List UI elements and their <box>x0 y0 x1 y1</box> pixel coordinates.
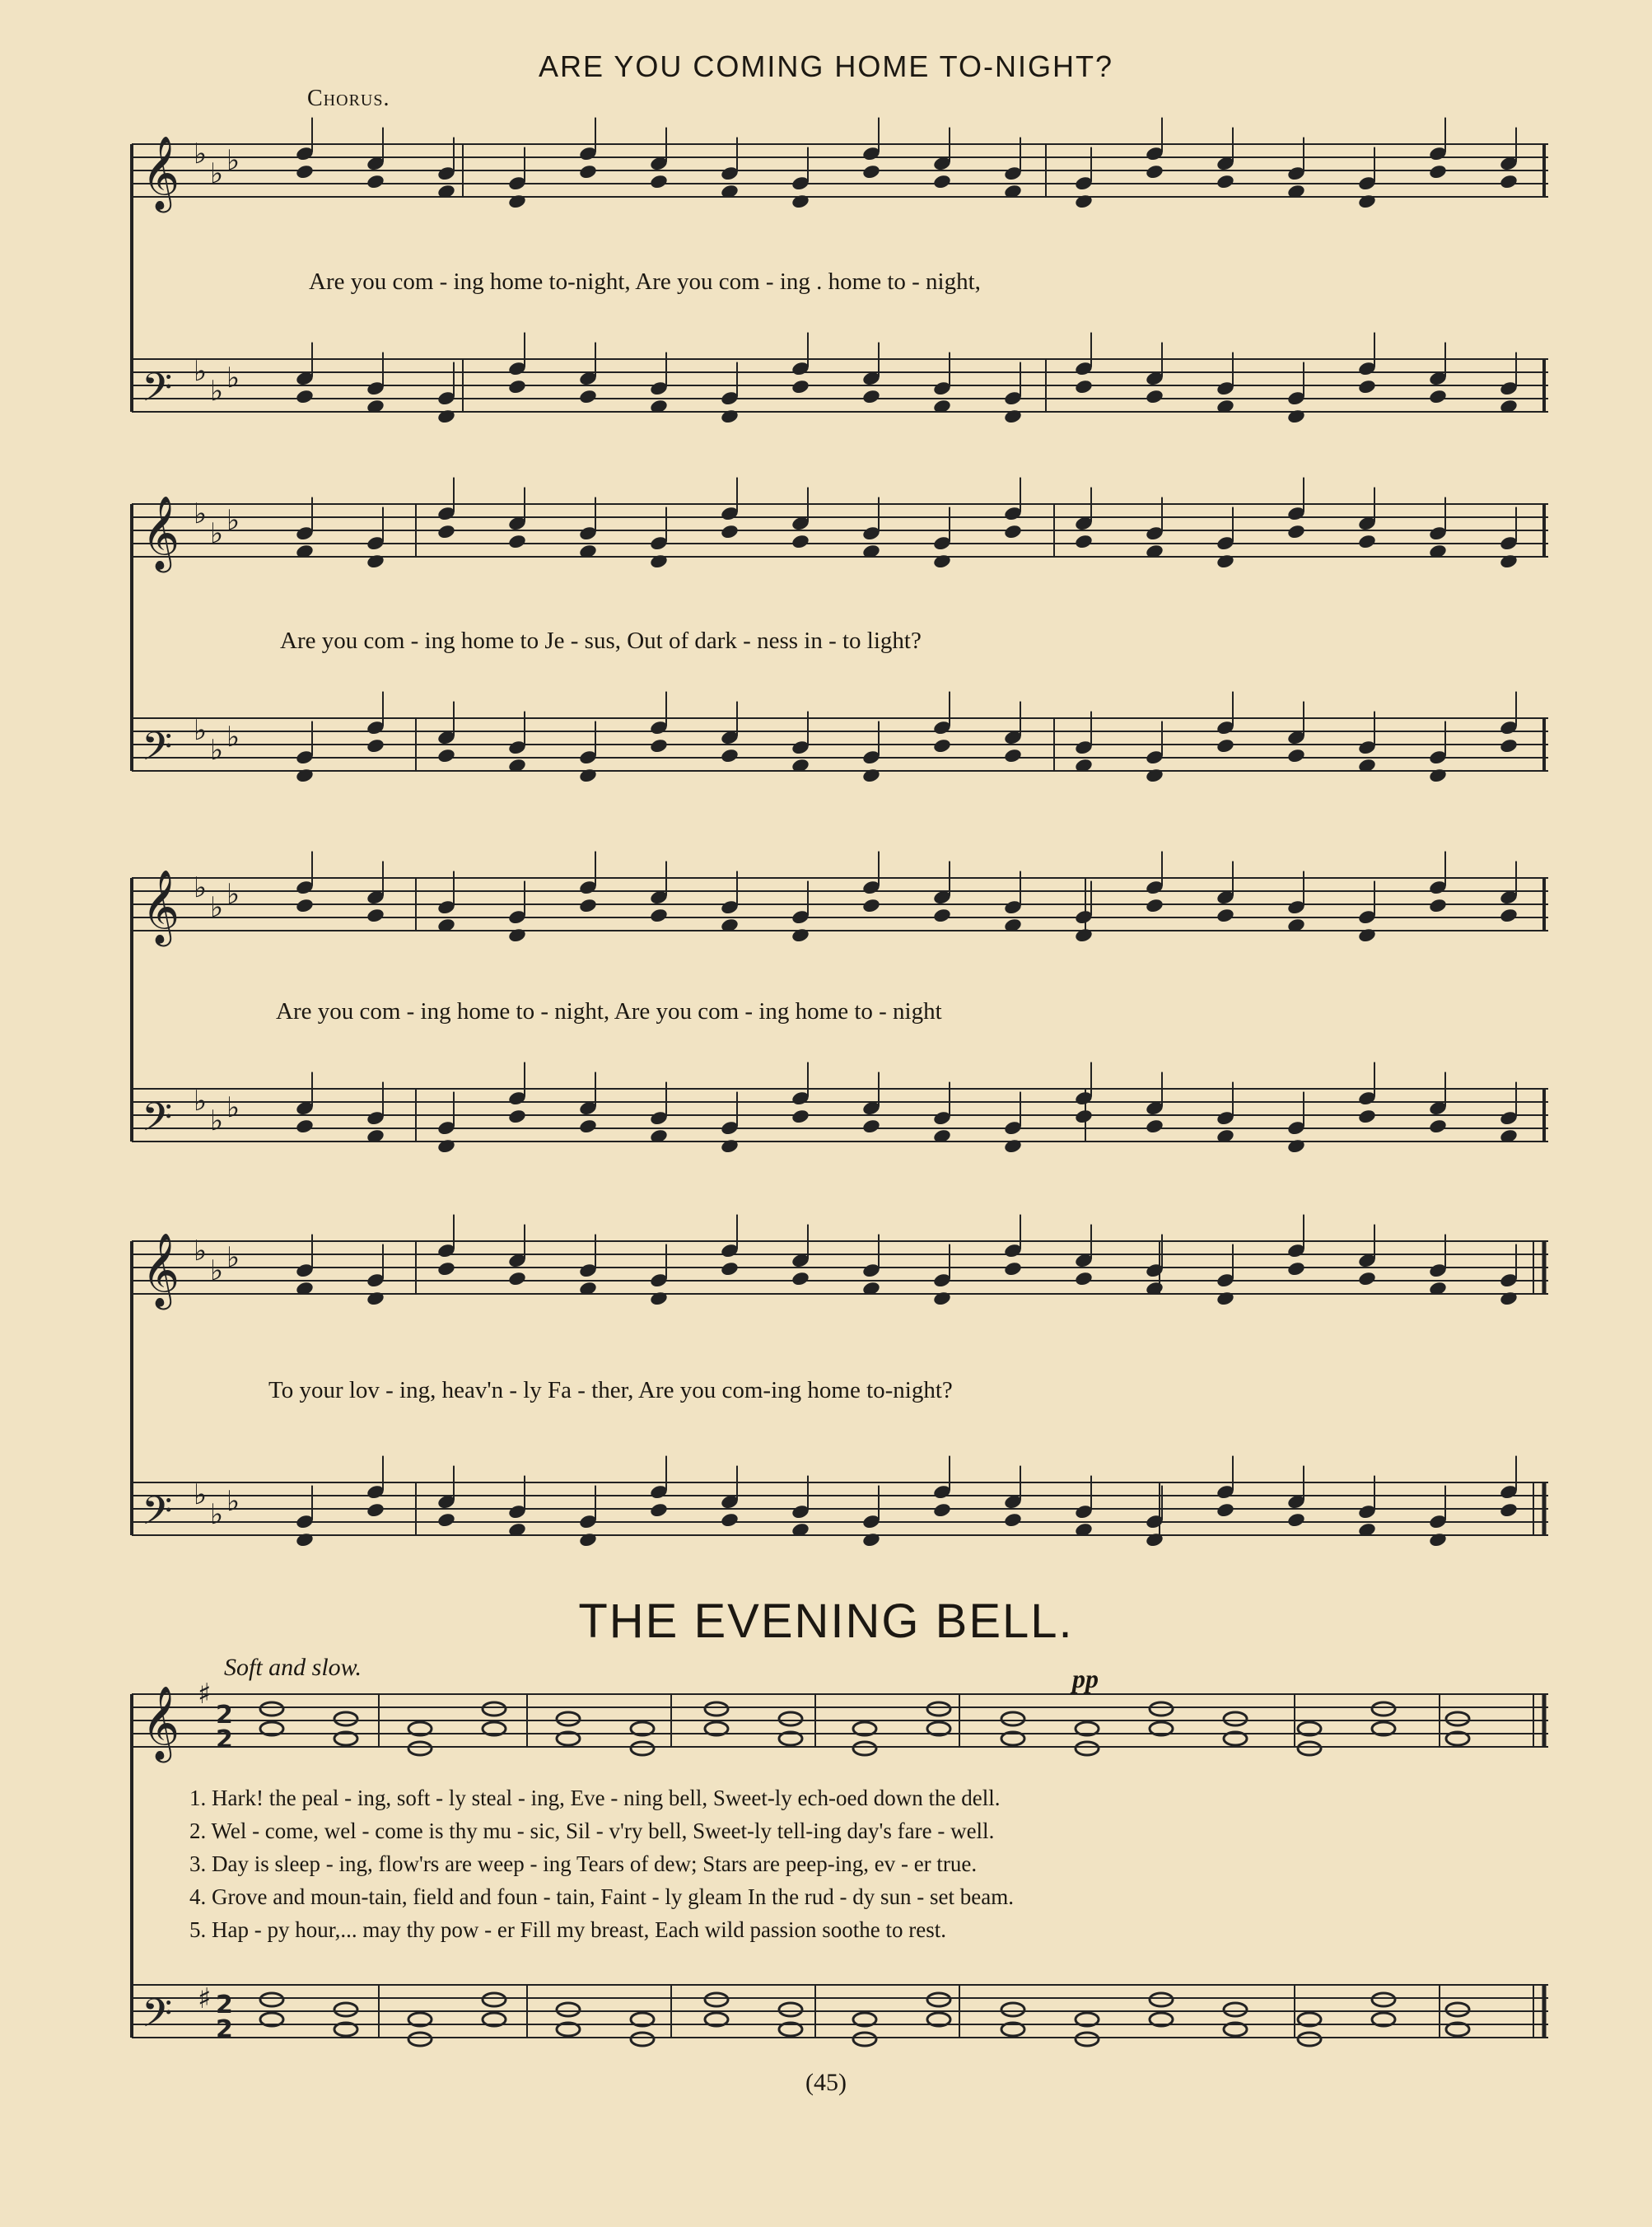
tempo-marking: Soft and slow. <box>224 1654 362 1681</box>
verse-1: 1. Hark! the peal - ing, soft - ly steal - ing, Eve - ning bell, Sweet-ly ech-oed down the dell. <box>189 1786 1001 1810</box>
lyric-line-3: Are you com - ing home to - night, Are you com - ing home to - night <box>276 998 942 1025</box>
svg-text:𝄢: 𝄢 <box>142 1990 173 2046</box>
svg-text:♭: ♭ <box>210 517 224 550</box>
verse-4: 4. Grove and moun-tain, field and foun - tain, Faint - ly gleam In the rud - dy sun - set beam. <box>189 1884 1015 1909</box>
svg-text:♭: ♭ <box>210 375 224 408</box>
svg-text:𝄢: 𝄢 <box>142 1094 173 1150</box>
svg-text:♭: ♭ <box>194 1478 208 1511</box>
svg-text:2: 2 <box>216 1725 233 1754</box>
verse-3: 3. Day is sleep - ing, flow'rs are weep - ing Tears of dew; Stars are peep-ing, ev - er true. <box>189 1851 978 1876</box>
svg-text:♭: ♭ <box>194 714 208 747</box>
svg-text:♭: ♭ <box>194 1235 208 1268</box>
svg-text:𝄞: 𝄞 <box>142 136 180 210</box>
svg-text:2: 2 <box>216 2015 233 2044</box>
svg-text:♭: ♭ <box>226 1091 240 1124</box>
svg-text:𝄞: 𝄞 <box>142 496 180 570</box>
svg-text:♭: ♭ <box>194 871 208 904</box>
page-number: (45) <box>805 2069 847 2096</box>
svg-text:2: 2 <box>216 1701 233 1730</box>
svg-text:♭: ♭ <box>226 144 240 177</box>
svg-text:𝄢: 𝄢 <box>142 364 173 420</box>
song-title-are-you-coming-home: ARE YOU COMING HOME TO-NIGHT? <box>538 49 1114 83</box>
svg-text:♭: ♭ <box>194 1085 208 1118</box>
lyric-line-2: Are you com - ing home to Je - sus, Out of dark - ness in - to light? <box>280 628 922 654</box>
svg-text:♭: ♭ <box>226 878 240 911</box>
lyric-line-1: Are you com - ing home to-night, Are you com - ing . home to - night, <box>309 268 981 295</box>
svg-text:♭: ♭ <box>210 891 224 924</box>
svg-text:♭: ♭ <box>226 362 240 395</box>
dynamic-marking: pp <box>1072 1664 1099 1693</box>
song-title-evening-bell: THE EVENING BELL. <box>578 1594 1074 1648</box>
svg-text:♭: ♭ <box>226 504 240 537</box>
svg-text:♭: ♭ <box>226 721 240 754</box>
svg-text:𝄞: 𝄞 <box>142 1233 180 1307</box>
svg-text:2: 2 <box>216 1991 233 2019</box>
verse-5: 5. Hap - py hour,... may thy pow - er Fill my breast, Each wild passion soothe to rest. <box>189 1917 947 1942</box>
svg-text:♭: ♭ <box>226 1485 240 1518</box>
svg-text:𝄢: 𝄢 <box>142 723 173 779</box>
lyric-line-4: To your lov - ing, heav'n - ly Fa - ther, Are you com-ing home to-night? <box>268 1377 953 1403</box>
svg-text:𝄢: 𝄢 <box>142 1487 173 1543</box>
svg-text:♯: ♯ <box>198 1678 212 1711</box>
svg-text:𝄞: 𝄞 <box>142 870 180 944</box>
svg-text:♭: ♭ <box>210 1254 224 1287</box>
svg-text:𝄞: 𝄞 <box>142 1686 180 1760</box>
svg-text:♭: ♭ <box>226 1241 240 1274</box>
svg-text:♭: ♭ <box>210 734 224 767</box>
verse-2: 2. Wel - come, wel - come is thy mu - sic, Sil - v'ry bell, Sweet-ly tell-ing day's fare - well. <box>189 1818 995 1843</box>
svg-text:♭: ♭ <box>194 497 208 530</box>
svg-text:♭: ♭ <box>210 1498 224 1531</box>
svg-text:♭: ♭ <box>210 1104 224 1137</box>
svg-text:♭: ♭ <box>194 138 208 170</box>
svg-text:♯: ♯ <box>198 1982 212 2015</box>
chorus-label: Chorus. <box>307 86 390 111</box>
svg-text:♭: ♭ <box>194 355 208 388</box>
svg-text:♭: ♭ <box>210 157 224 190</box>
